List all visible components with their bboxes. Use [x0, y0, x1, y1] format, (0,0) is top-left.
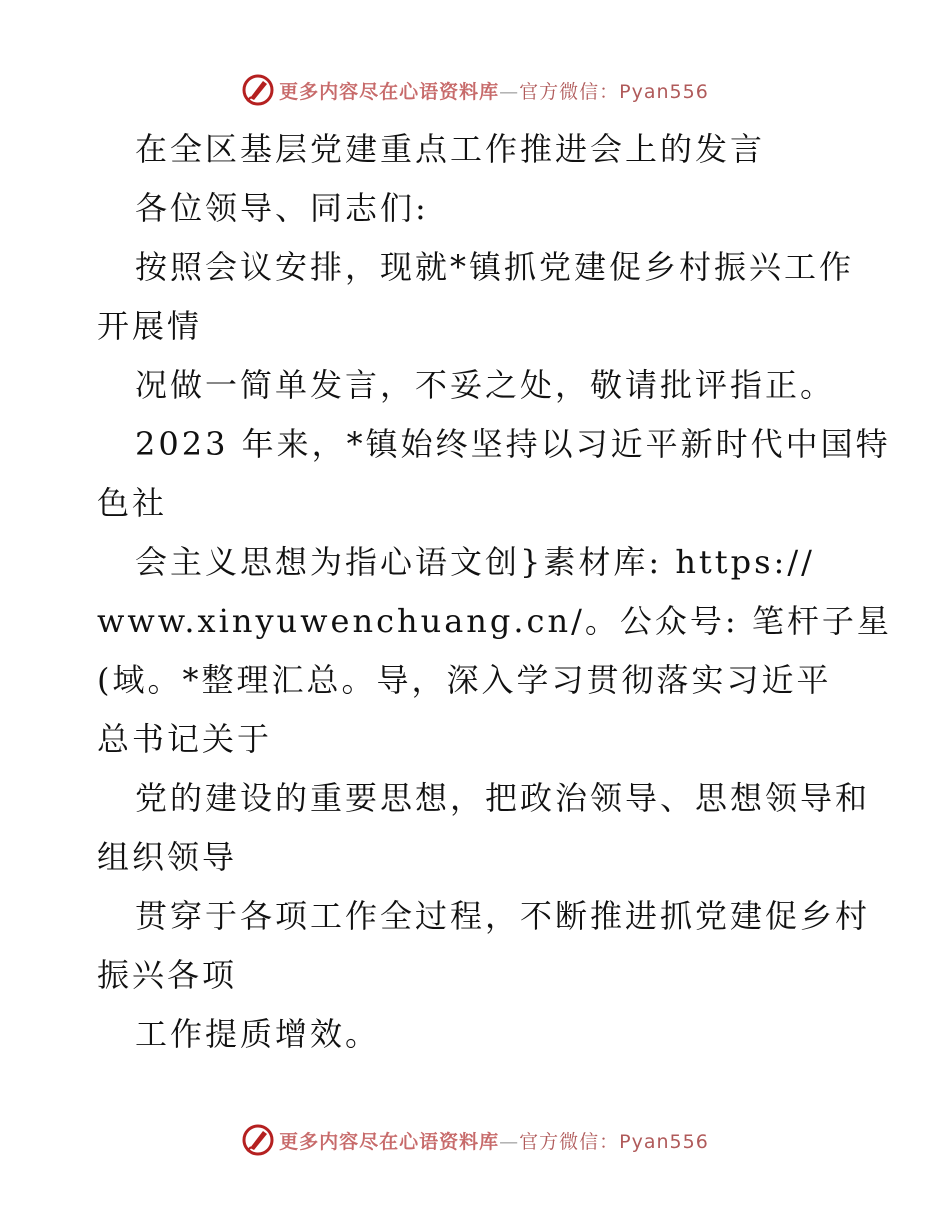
footer-contact-text: 官方微信：Pyan556 — [519, 1130, 709, 1153]
document-body — [97, 120, 892, 1064]
text-line: 2023 年来，*镇始终坚持以习近平新时代中国特 — [135, 425, 891, 463]
footer-brand-text: 更多内容尽在心语资料库 — [279, 1130, 500, 1153]
header-brand-text: 更多内容尽在心语资料库 — [279, 80, 500, 103]
salutation-line: 各位领导、同志们: — [135, 189, 429, 227]
footer-separator: — — [499, 1130, 520, 1153]
text-line: 按照会议安排，现就*镇抓党建促乡村振兴工作 — [135, 248, 855, 286]
text-line: 工作提质增效。 — [135, 1015, 381, 1053]
text-line: 色社 — [97, 484, 168, 522]
document-title: 在全区基层党建重点工作推进会上的发言 — [135, 130, 766, 168]
header-banner-text — [279, 77, 709, 104]
text-line: 况做一简单发言，不妥之处，敬请批评指正。 — [135, 366, 836, 404]
text-line: 贯穿于各项工作全过程，不断推进抓党建促乡村 — [135, 897, 871, 935]
text-line: 组织领导 — [97, 838, 238, 876]
text-line: www.xinyuwenchuang.cn/。公众号: 笔杆子星 — [97, 602, 892, 640]
header-watermark-banner — [0, 72, 950, 108]
text-line: 开展情 — [97, 307, 203, 345]
footer-watermark-banner — [0, 1122, 950, 1158]
header-contact-text: 官方微信：Pyan556 — [519, 80, 709, 103]
quill-logo-icon — [241, 1123, 275, 1157]
quill-logo-icon — [241, 73, 275, 107]
header-separator: — — [499, 80, 520, 103]
text-line: 振兴各项 — [97, 956, 238, 994]
text-line: (域。*整理汇总。导，深入学习贯彻落实习近平 — [97, 661, 832, 699]
text-line: 总书记关于 — [97, 720, 273, 758]
text-line: 党的建设的重要思想，把政治领导、思想领导和 — [135, 779, 871, 817]
text-line: 会主义思想为指心语文创}素材库: https:// — [135, 543, 815, 581]
footer-banner-text — [279, 1127, 709, 1154]
